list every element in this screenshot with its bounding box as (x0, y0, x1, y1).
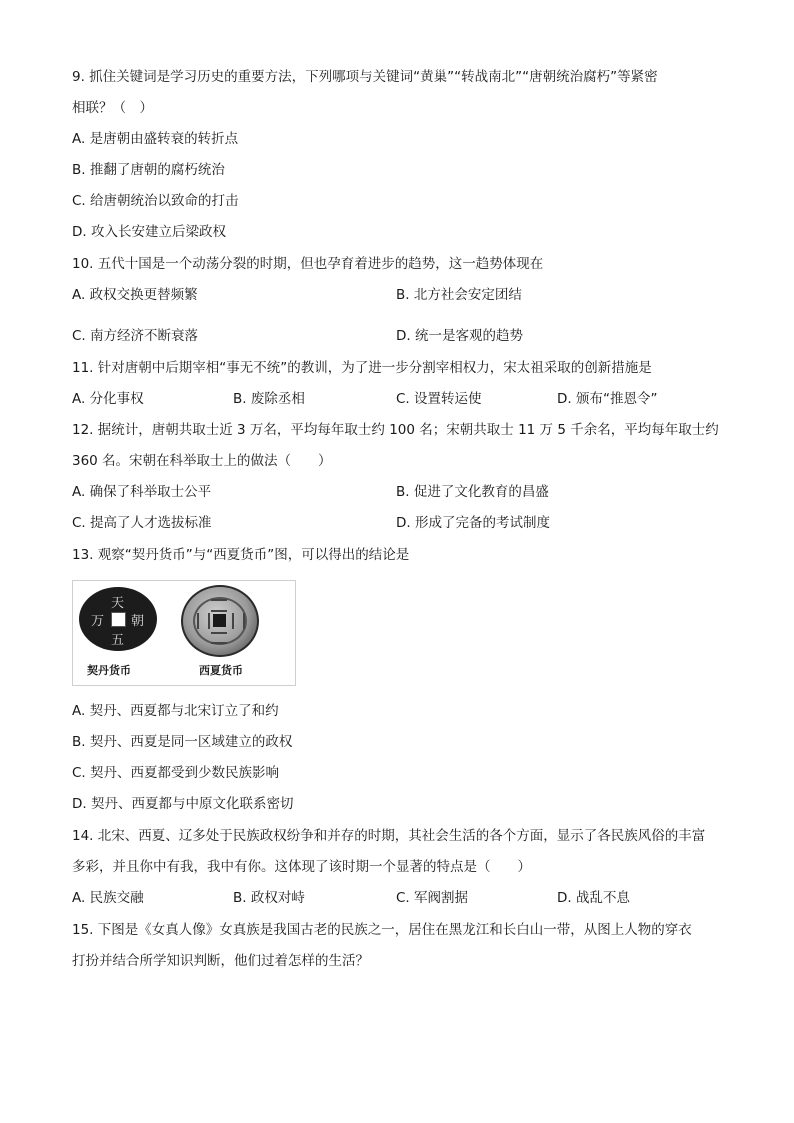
coin-char-right: 朝 (131, 614, 145, 629)
q12-stem-line1: 12. 据统计，唐朝共取士近 3 万名，平均每年取士约 100 名；宋朝共取士 11 万 5 千余名，平均每年取士约 (72, 422, 719, 438)
q10-option-a: A. 政权交换更替频繁 (72, 287, 198, 303)
q11-option-d: D. 颁布“推恩令” (557, 391, 658, 407)
coin-glyph-mark (232, 613, 245, 629)
q15-stem-line1: 15. 下图是《女真人像》女真族是我国古老的民族之一，居住在黑龙江和长白山一带，从图上人物的穿衣 (72, 922, 692, 938)
q10-stem: 10. 五代十国是一个动荡分裂的时期，但也孕育着进步的趋势，这一趋势体现在 (72, 256, 544, 272)
q11-option-a: A. 分化事权 (72, 391, 144, 407)
q12-option-a: A. 确保了科举取士公平 (72, 484, 212, 500)
khitan-coin (79, 587, 157, 651)
q14-option-d: D. 战乱不息 (557, 890, 630, 906)
q11-stem: 11. 针对唐朝中后期宰相“事无不统”的教训，为了进一步分割宰相权力，宋太祖采取的创新措施是 (72, 360, 652, 376)
coin-char-top: 天 (111, 596, 125, 611)
q13-option-a: A. 契丹、西夏都与北宋订立了和约 (72, 703, 279, 719)
q9-stem-line1: 9. 抓住关键词是学习历史的重要方法，下列哪项与关键词“黄巢”“转战南北”“唐朝统治腐朽”等紧密 (72, 69, 658, 85)
coin-square-hole (111, 612, 126, 627)
q10-option-c: C. 南方经济不断衰落 (72, 328, 199, 344)
q14-stem-line2: 多彩，并且你中有我，我中有你。这体现了该时期一个显著的特点是（ ） (72, 859, 531, 875)
q12-option-d: D. 形成了完备的考试制度 (396, 515, 550, 531)
xixia-coin-label: 西夏货币 (199, 664, 243, 677)
q9-stem-line2: 相联？（ ） (72, 100, 153, 116)
q9-option-d: D. 攻入长安建立后梁政权 (72, 224, 226, 240)
coin-char-bottom: 五 (111, 633, 125, 648)
q14-option-a: A. 民族交融 (72, 890, 144, 906)
q10-option-b: B. 北方社会安定团结 (396, 287, 522, 303)
q9-option-a: A. 是唐朝由盛转衰的转折点 (72, 131, 239, 147)
q13-option-c: C. 契丹、西夏都受到少数民族影响 (72, 765, 280, 781)
coin-glyph-mark (211, 599, 227, 612)
q10-option-d: D. 统一是客观的趋势 (396, 328, 523, 344)
q11-option-b: B. 废除丞相 (233, 391, 305, 407)
coin-char-left: 万 (91, 614, 105, 629)
q12-option-c: C. 提高了人才选拔标准 (72, 515, 212, 531)
coins-figure (72, 580, 296, 686)
q15-stem-line2: 打扮并结合所学知识判断，他们过着怎样的生活？ (72, 953, 369, 969)
coin-glyph-mark (197, 613, 210, 629)
q12-stem-line2: 360 名。宋朝在科举取士上的做法（ ） (72, 453, 332, 469)
q9-option-c: C. 给唐朝统治以致命的打击 (72, 193, 239, 209)
q13-stem: 13. 观察“契丹货币”与“西夏货币”图，可以得出的结论是 (72, 547, 410, 563)
q12-option-b: B. 促进了文化教育的昌盛 (396, 484, 549, 500)
q9-option-b: B. 推翻了唐朝的腐朽统治 (72, 162, 225, 178)
q11-option-c: C. 设置转运使 (396, 391, 482, 407)
xixia-coin (181, 585, 259, 657)
q13-option-d: D. 契丹、西夏都与中原文化联系密切 (72, 796, 294, 812)
khitan-coin-label: 契丹货币 (87, 664, 131, 677)
q13-option-b: B. 契丹、西夏是同一区域建立的政权 (72, 734, 293, 750)
coin-glyph-mark (211, 632, 227, 644)
coin-square-hole (213, 614, 226, 627)
q14-option-c: C. 军阀割据 (396, 890, 469, 906)
q14-option-b: B. 政权对峙 (233, 890, 305, 906)
q14-stem-line1: 14. 北宋、西夏、辽多处于民族政权纷争和并存的时期，其社会生活的各个方面，显示了各民族风俗的丰富 (72, 828, 706, 844)
